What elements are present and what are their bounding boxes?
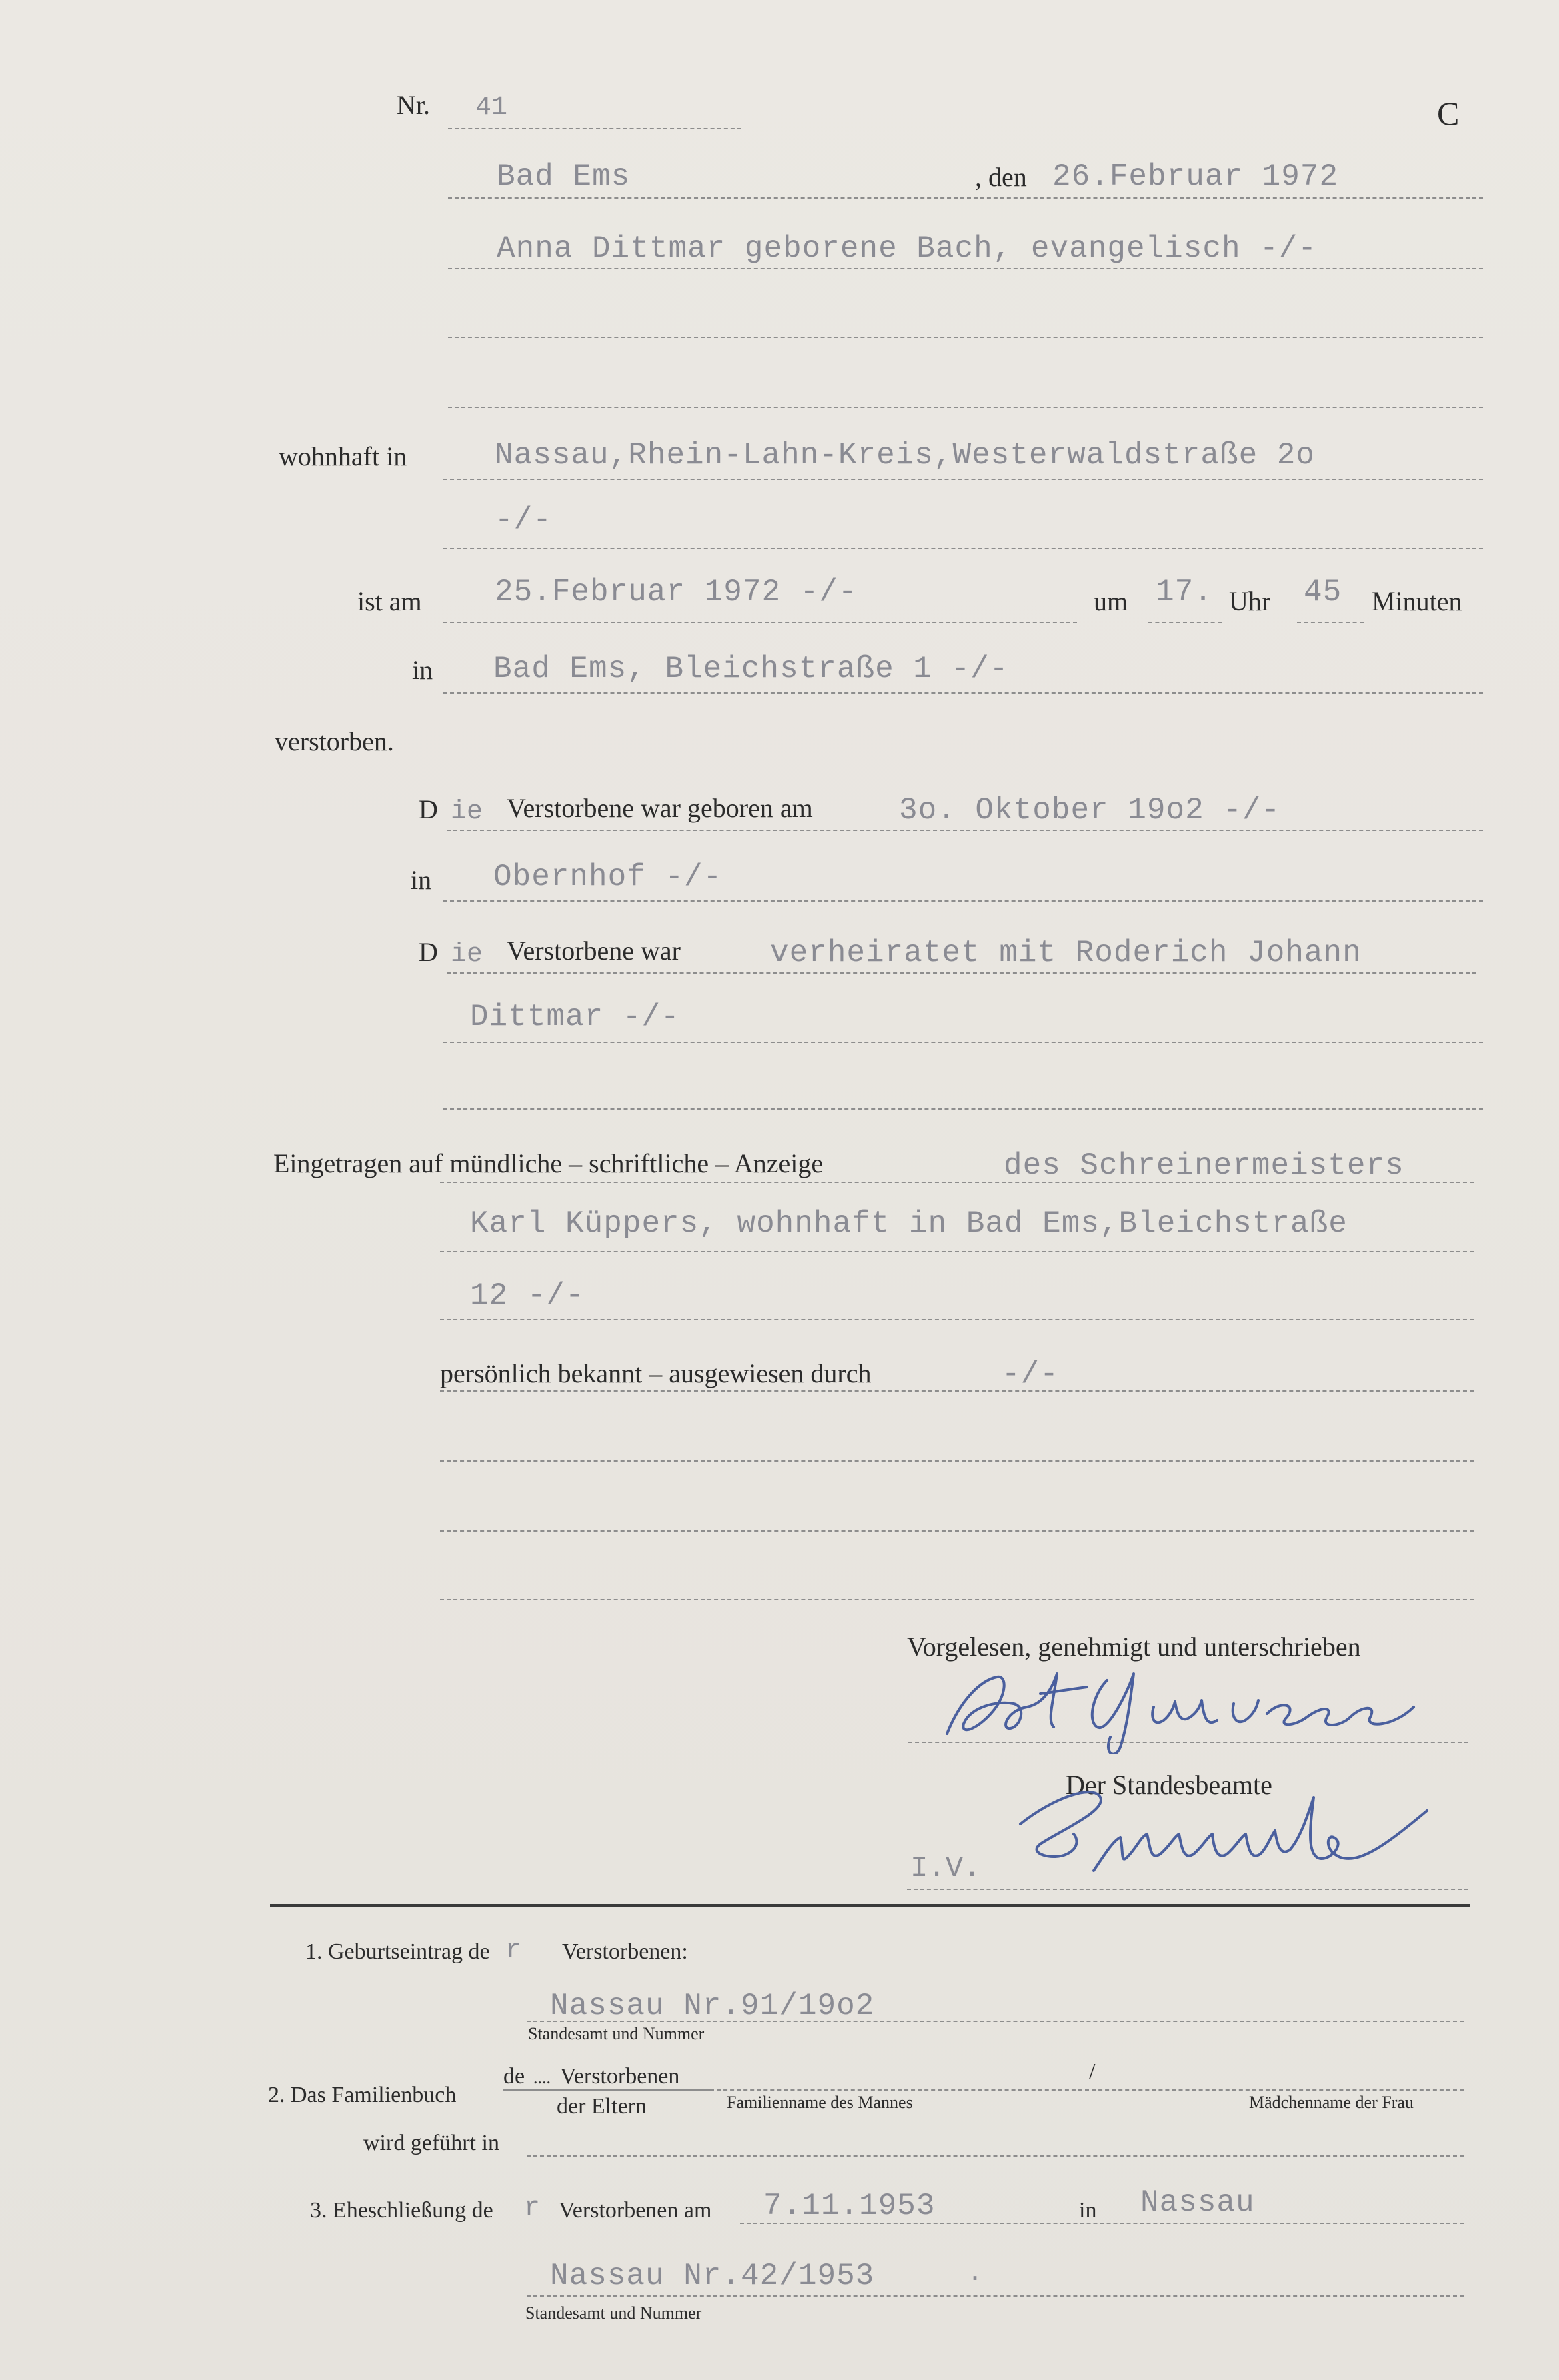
official-signature [1014, 1770, 1454, 1897]
hour-line [1148, 622, 1222, 623]
item1-suffix: Verstorbenen: [562, 1939, 688, 1964]
marital-label: Verstorbene war [507, 936, 681, 966]
wohnhaft-value-2: -/- [495, 503, 552, 537]
report-label: Eingetragen auf mündliche – schriftliche – Anzeige [273, 1148, 824, 1178]
informant-signature-line [908, 1742, 1468, 1743]
wohnhaft-line-1 [443, 479, 1483, 480]
official-signature-line [907, 1889, 1468, 1890]
item3-in: in [1079, 2198, 1097, 2223]
item2-eltern: der Eltern [557, 2094, 647, 2119]
wohnhaft-line-2 [443, 548, 1483, 549]
familienname-label: Familienname des Mannes [727, 2093, 913, 2112]
iv-label: I.V. [910, 1852, 981, 1885]
um-label: um [1094, 586, 1128, 616]
death-place: Bad Ems, Bleichstraße 1 -/- [493, 652, 1009, 686]
item2-fraction-line [503, 2089, 710, 2091]
standesamt-label-1: Standesamt und Nummer [528, 2024, 705, 2043]
informant-signature [934, 1654, 1440, 1754]
item3-dot: . [967, 2259, 984, 2289]
death-minutes: 45 [1304, 575, 1342, 610]
wird-line [527, 2155, 1464, 2157]
blank-line-1 [448, 337, 1483, 338]
blank-line-4 [440, 1460, 1474, 1462]
item2-slash: / [1089, 2059, 1096, 2084]
uhr-label: Uhr [1229, 586, 1271, 616]
place-value: Bad Ems [497, 159, 631, 194]
item3-letter: r [524, 2193, 541, 2223]
item3-place: Nassau [1140, 2185, 1255, 2220]
maedchenname-label: Mädchenname der Frau [1249, 2093, 1414, 2112]
verstorben-label: verstorben. [275, 726, 394, 756]
report-value-2: Karl Küppers, wohnhaft in Bad Ems,Bleichstraße [470, 1206, 1348, 1241]
blank-line-6 [440, 1599, 1474, 1600]
standesamt-label-2: Standesamt und Nummer [525, 2303, 702, 2323]
report-line-2 [440, 1251, 1474, 1252]
footer-divider [270, 1904, 1470, 1907]
report-line-1 [440, 1182, 1474, 1183]
item3-value: Nassau Nr.42/1953 [550, 2259, 875, 2293]
item2-verstorbenen: Verstorbenen [560, 2064, 680, 2089]
item3-suffix: Verstorbenen am [559, 2198, 712, 2223]
place-line [448, 197, 1483, 199]
birth-d-letter: D [419, 794, 438, 824]
ist-am-label: ist am [357, 586, 422, 616]
den-label: , den [975, 162, 1027, 192]
item2-dots: .... [533, 2068, 551, 2087]
official-title: Der Standesbeamte [1066, 1770, 1272, 1800]
nr-label: Nr. [397, 90, 430, 120]
ident-label: persönlich bekannt – ausgewiesen durch [440, 1358, 872, 1388]
birth-place-line [443, 900, 1483, 902]
birth-date-line [447, 830, 1483, 831]
item3-line [740, 2223, 1464, 2224]
report-line-3 [440, 1319, 1474, 1320]
nr-value: 41 [475, 93, 508, 123]
birth-place: Obernhof -/- [493, 860, 723, 894]
wird-label: wird geführt in [363, 2131, 499, 2155]
blank-line-2 [448, 407, 1483, 408]
item1-label: 1. Geburtseintrag de [305, 1939, 490, 1964]
ident-value: -/- [1002, 1357, 1059, 1392]
death-place-line [443, 692, 1483, 694]
report-value-1: des Schreinermeisters [1004, 1148, 1404, 1183]
death-date-line [443, 622, 1077, 623]
name-value: Anna Dittmar geborene Bach, evangelisch -/- [497, 231, 1317, 266]
item3-value-line [527, 2295, 1464, 2297]
item3-label: 3. Eheschließung de [310, 2198, 493, 2223]
blank-line-5 [440, 1530, 1474, 1532]
wohnhaft-label: wohnhaft in [279, 441, 407, 471]
nr-line [448, 128, 741, 129]
item1-letter: r [505, 1936, 522, 1966]
read-label: Vorgelesen, genehmigt und unterschrieben [907, 1632, 1361, 1662]
marital-line-1 [447, 972, 1476, 974]
marital-ie: ie [451, 940, 483, 970]
item2-label: 2. Das Familienbuch [268, 2083, 457, 2107]
date-value: 26.Februar 1972 [1052, 159, 1339, 194]
item2-de: de [503, 2064, 525, 2089]
ident-line [440, 1390, 1474, 1392]
marital-value-1: verheiratet mit Roderich Johann [770, 936, 1362, 970]
birth-date: 3o. Oktober 19o2 -/- [899, 793, 1281, 828]
death-date: 25.Februar 1972 -/- [495, 575, 858, 610]
item2-line [710, 2089, 1464, 2091]
item1-line [527, 2021, 1464, 2022]
death-in-label: in [412, 655, 433, 685]
birth-ie: ie [451, 797, 483, 827]
form-letter: C [1437, 95, 1460, 132]
wohnhaft-value-1: Nassau,Rhein-Lahn-Kreis,Westerwaldstraße 2o [495, 438, 1315, 473]
item1-value: Nassau Nr.91/19o2 [550, 1989, 875, 2023]
item3-date: 7.11.1953 [763, 2189, 936, 2223]
name-line [448, 268, 1483, 269]
marital-value-2: Dittmar -/- [470, 1000, 680, 1034]
minutes-line [1297, 622, 1364, 623]
birth-in-label: in [411, 865, 432, 895]
death-hour: 17. [1156, 575, 1213, 610]
birth-label: Verstorbene war geboren am [507, 793, 813, 823]
report-value-3: 12 -/- [470, 1278, 585, 1313]
minuten-label: Minuten [1372, 586, 1462, 616]
blank-line-3 [443, 1108, 1483, 1110]
marital-d-letter: D [419, 937, 438, 967]
marital-line-2 [443, 1042, 1483, 1043]
